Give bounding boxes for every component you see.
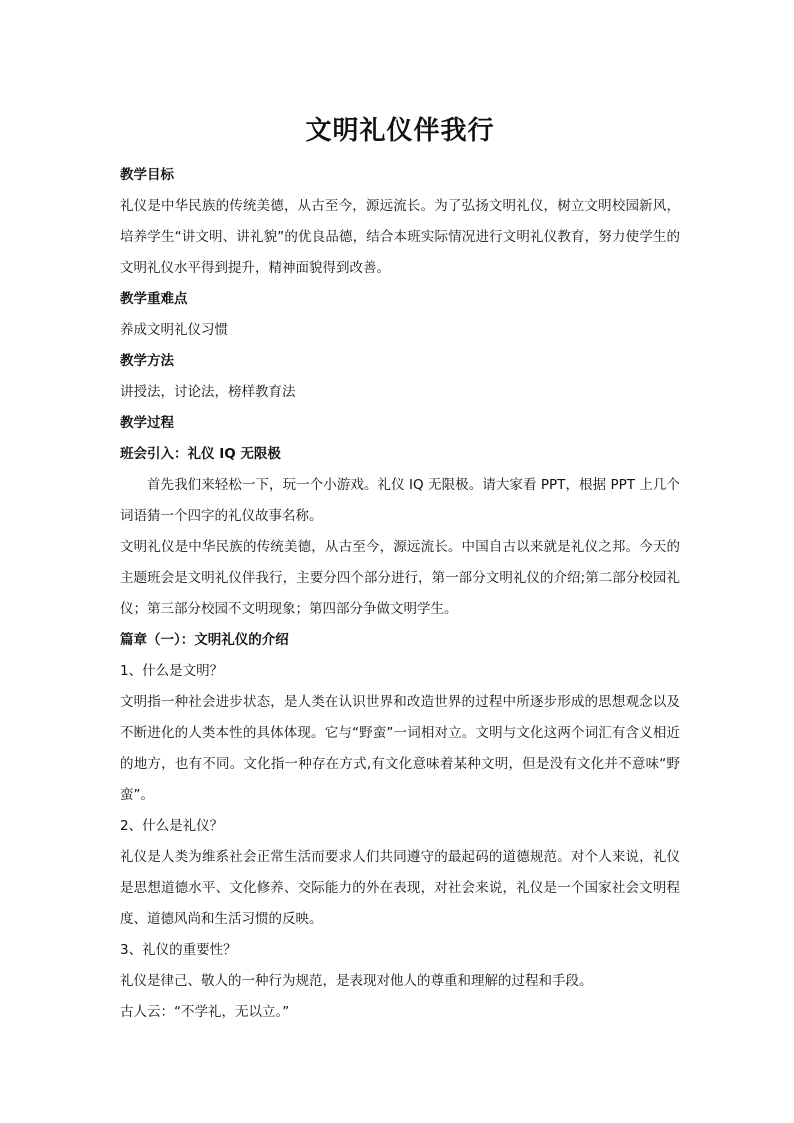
paragraph-etiquette-importance: 礼仪是律己、敬人的一种行为规范，是表现对他人的尊重和理解的过程和手段。 bbox=[120, 973, 593, 989]
subheading-what-is-etiquette: 2、什么是礼仪？ bbox=[120, 818, 224, 834]
subheading-what-is-civilization: 1、什么是文明？ bbox=[120, 663, 224, 679]
paragraph-teaching-goals: 礼仪是中华民族的传统美德，从古至今，源远流长。为了弘扬文明礼仪，树立文明校园新风，培养学生“讲文明、讲礼貌”的优良品德，结合本班实际情况进行文明礼仪教育，努力使学生的文明礼仪水平得到提升，精神面貌得到改善。 bbox=[120, 198, 680, 276]
heading-teaching-methods: 教学方法 bbox=[120, 353, 174, 369]
document-content bbox=[120, 108, 680, 1028]
paragraph-civilization: 文明指一种社会进步状态，是人类在认识世界和改造世界的过程中所逐步形成的思想观念以及不断进化的人类本性的具体体现。它与“野蛮”一词相对立。文明与文化这两个词汇有含义相近的地方，也有不同。文化指一种存在方式,有文化意味着某种文明，但是没有文化并不意味“野蛮”。 bbox=[120, 694, 680, 803]
heading-chapter-one: 篇章（一）：文明礼仪的介绍 bbox=[120, 632, 289, 648]
paragraph-etiquette: 礼仪是人类为维系社会正常生活而要求人们共同遵守的最起码的道德规范。对个人来说，礼仪是思想道德水平、文化修养、交际能力的外在表现，对社会来说，礼仪是一个国家社会文明程度、道德风尚和生活习惯的反映。 bbox=[120, 849, 680, 927]
paragraph-key-difficulties: 养成文明礼仪习惯 bbox=[120, 322, 228, 338]
heading-key-difficulties: 教学重难点 bbox=[120, 291, 188, 307]
document-title: 文明礼仪伴我行 bbox=[305, 116, 495, 146]
heading-teaching-goals: 教学目标 bbox=[120, 167, 174, 183]
paragraph-teaching-methods: 讲授法，讨论法，榜样教育法 bbox=[120, 384, 296, 400]
heading-class-intro: 班会引入：礼仪 IQ 无限极 bbox=[120, 446, 281, 462]
quote-ancient-saying: 古人云：“不学礼，无以立。” bbox=[120, 1004, 290, 1020]
paragraph-class-intro: 首先我们来轻松一下，玩一个小游戏。礼仪 IQ 无限极。请大家看 PPT，根据 PPT 上几个词语猜一个四字的礼仪故事名称。 bbox=[120, 477, 680, 524]
paragraph-class-overview: 文明礼仪是中华民族的传统美德，从古至今，源远流长。中国自古以来就是礼仪之邦。今天的主题班会是文明礼仪伴我行，主要分四个部分进行，第一部分文明礼仪的介绍;第二部分校园礼仪；第三部分校园不文明现象；第四部分争做文明学生。 bbox=[120, 539, 680, 617]
heading-teaching-process: 教学过程 bbox=[120, 415, 174, 431]
subheading-importance-of-etiquette: 3、礼仪的重要性？ bbox=[120, 942, 237, 958]
